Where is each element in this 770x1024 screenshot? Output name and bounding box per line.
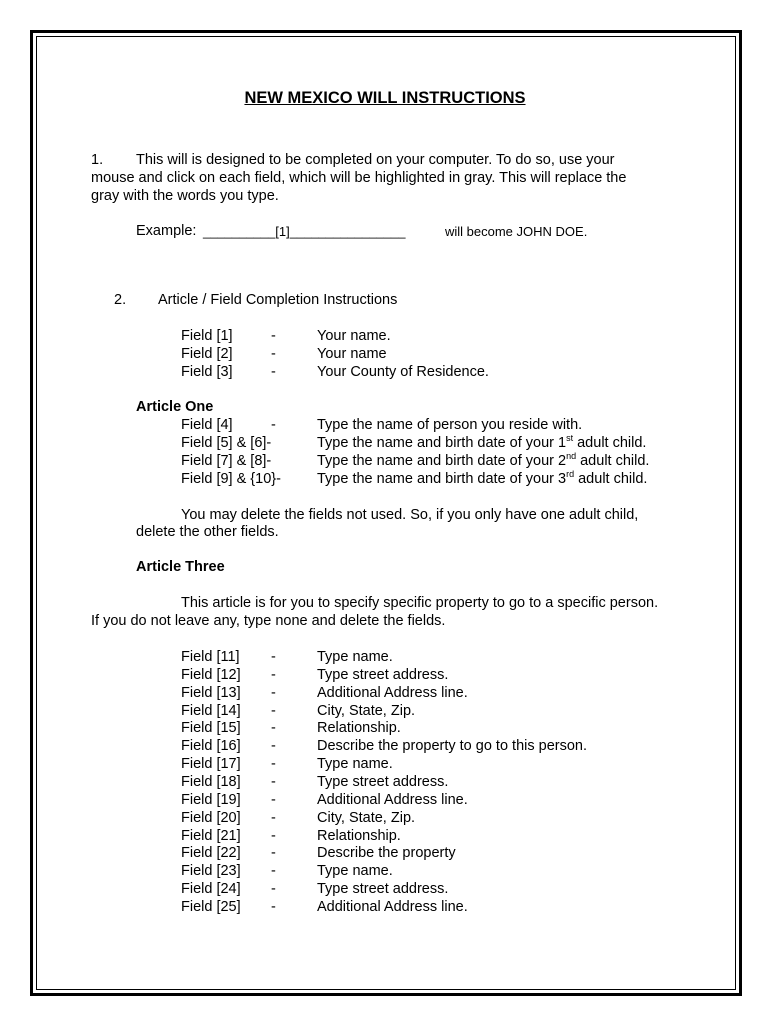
field-dash: - [271,791,276,808]
field-description [317,452,649,470]
field-id: Field [3] [181,364,233,380]
field-id: Field [13] [181,684,241,701]
article-three-heading: Article Three [136,559,225,575]
field-description-text: adult child. [573,435,647,451]
field-description: Type name. [317,756,393,773]
field-description: Type street address. [317,881,449,898]
field-description: Type the name of person you reside with. [317,417,583,433]
field-description: Your County of Residence. [317,364,489,380]
field-description: Type name. [317,863,393,880]
field-id: Field [14] [181,702,241,719]
field-id: Field [25] [181,898,241,915]
field-description-text: Type the name and birth date of your 2 [317,453,567,469]
field-dash: - [271,756,276,773]
field-description-text: Type the name and birth date of your 3 [317,471,567,487]
field-description: Relationship. [317,827,401,844]
field-dash: - [271,898,276,915]
field-dash: - [271,702,276,719]
field-id: Field [2] [181,346,233,362]
field-dash: - [271,346,276,362]
article-one-note-line1: You may delete the fields not used. So, if you only have one adult child, [181,507,639,523]
article-one-heading: Article One [136,399,214,415]
field-id: Field [11] [181,649,240,665]
section1-line3: gray with the words you type. [91,188,279,204]
field-id: Field [21] [181,827,241,844]
section2-heading: Article / Field Completion Instructions [158,292,398,308]
field-dash: - [271,364,276,380]
field-id: Field [5] & [6]- [181,435,272,451]
field-id: Field [9] & {10}- [181,471,281,487]
field-id: Field [18] [181,773,241,790]
field-dash: - [271,738,276,755]
field-description: City, State, Zip. [317,702,416,719]
field-description: Additional Address line. [317,791,468,808]
field-description: Describe the property [317,845,456,862]
example-field: __________[1]________________ [203,224,406,239]
field-id: Field [7] & [8]- [181,453,272,469]
field-description: Type street address. [317,773,449,790]
field-dash: - [271,649,276,665]
field-id: Field [23] [181,863,241,880]
field-dash: - [271,845,276,862]
field-description-text: Type the name and birth date of your 1 [317,435,567,451]
field-dash: - [271,863,276,880]
field-dash: - [271,773,276,790]
field-description: Relationship. [317,720,401,737]
field-id: Field [16] [181,738,241,755]
field-description: Describe the property to go to this person. [317,738,588,755]
field-dash: - [271,417,276,433]
example-result: will become JOHN DOE. [445,224,588,239]
field-description: Type street address. [317,666,449,683]
field-description: Additional Address line. [317,684,468,701]
field-dash: - [271,720,276,737]
example-label: Example: [136,223,197,239]
ordinal-suffix: rd [566,469,575,479]
field-id: Field [15] [181,720,241,737]
ordinal-suffix: st [566,433,574,443]
field-id: Field [22] [181,845,241,862]
field-description: Your name. [317,328,391,344]
field-description: Additional Address line. [317,898,468,915]
field-description-text: adult child. [574,471,648,487]
page-title: NEW MEXICO WILL INSTRUCTIONS [244,89,526,107]
field-id: Field [20] [181,809,241,826]
field-id: Field [17] [181,756,241,773]
field-description: Your name [317,346,387,362]
field-dash: - [271,328,276,344]
ordinal-suffix: nd [566,451,577,461]
field-description: City, State, Zip. [317,809,416,826]
section2-number: 2. [114,292,127,308]
field-description [317,434,646,452]
article-one-note-line2: delete the other fields. [136,524,279,540]
field-dash: - [271,809,276,826]
field-dash: - [271,827,276,844]
field-description [317,470,647,488]
field-description-text: adult child. [576,453,650,469]
field-id: Field [19] [181,791,241,808]
article-three-intro-line1: This article is for you to specify specific property to go to a specific person. [181,595,659,611]
field-id: Field [4] [181,417,233,433]
field-id: Field [1] [181,328,233,344]
field-id: Field [24] [181,881,241,898]
field-dash: - [271,684,276,701]
field-dash: - [271,881,276,898]
field-dash: - [271,666,276,683]
section1-line1: This will is designed to be completed on your computer. To do so, use your [136,152,615,168]
article-three-intro-line2: If you do not leave any, type none and delete the fields. [91,613,446,629]
section1-line2: mouse and click on each field, which will be highlighted in gray. This will replace the [91,170,627,186]
field-description: Type name. [317,649,393,665]
field-id: Field [12] [181,666,241,683]
section1-number: 1. [91,152,104,168]
